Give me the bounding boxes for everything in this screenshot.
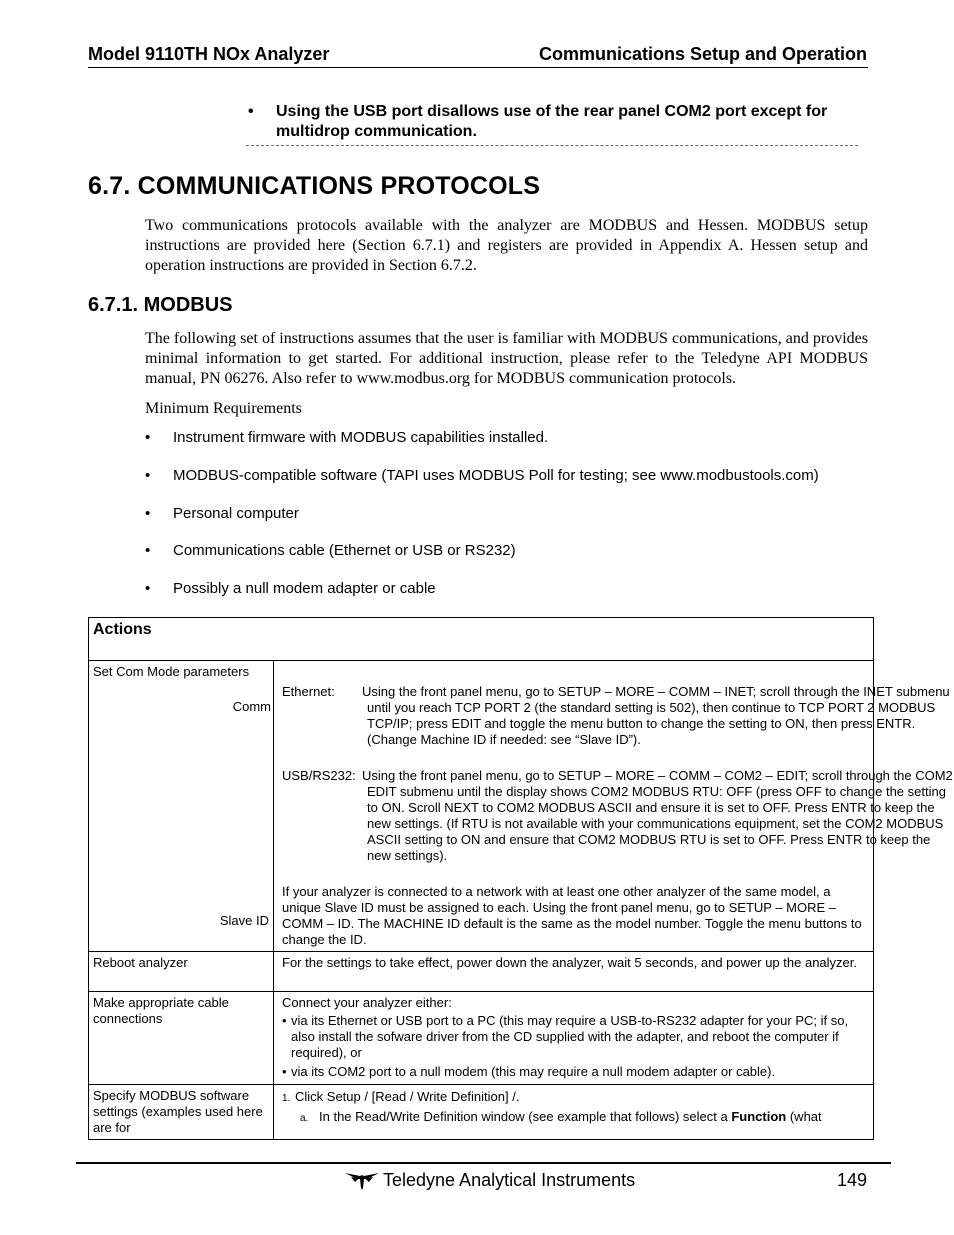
footer-rule bbox=[76, 1162, 891, 1164]
list-bullet: • bbox=[282, 1013, 287, 1028]
ethernet-instructions bbox=[282, 684, 953, 748]
step-text: Click Setup / [Read / Write Definition] /. bbox=[295, 1089, 520, 1104]
usb-rs232-instructions bbox=[282, 768, 953, 864]
list-bullet: • bbox=[145, 580, 151, 597]
row-cable-content bbox=[282, 995, 868, 1080]
usb-note bbox=[248, 102, 848, 142]
list-bullet: • bbox=[145, 429, 151, 446]
step-item bbox=[282, 1089, 868, 1105]
table-rule bbox=[89, 991, 873, 992]
usb-rs232-label: USB/RS232: bbox=[282, 768, 356, 783]
actions-table bbox=[88, 617, 953, 1140]
row-slave-id-label: Slave ID bbox=[219, 913, 269, 928]
row-cable-label: Make appropriate cable connections bbox=[93, 995, 229, 1026]
header-model-title: Model 9110TH NOx Analyzer bbox=[88, 44, 330, 64]
cable-option-text: via its Ethernet or USB port to a PC (this may require a USB-to-RS232 adapter for your PC; if so, also install the sofware driver from the CD supplied with the adapter, and reboot the computer if required), or bbox=[291, 1013, 849, 1060]
substep-text-bold: Function bbox=[731, 1109, 787, 1124]
ethernet-text: Using the front panel menu, go to SETUP – MORE – COMM – INET; scroll through the INET submenu until you reach TCP PORT 2 (the standard setting is 502), then continue to TCP PORT 2 MODBUS TCP/IP; press EDIT and toggle the menu button to change the setting to ON, then press ENTR. (Change Machine ID if needed: see “Slave ID”). bbox=[362, 684, 950, 747]
row-software-content bbox=[282, 1089, 868, 1125]
row-reboot-label: Reboot analyzer bbox=[93, 955, 188, 970]
requirement-text: Personal computer bbox=[173, 505, 299, 522]
subsection-heading: 6.7.1. MODBUS bbox=[88, 294, 233, 316]
note-text: Using the USB port disallows use of the rear panel COM2 port except for multidrop communication. bbox=[276, 103, 828, 140]
substep-text-pre: In the Read/Write Definition window (see example that follows) select a bbox=[319, 1109, 732, 1124]
section-paragraph: Two communications protocols available with the analyzer are MODBUS and Hessen. MODBUS setup instructions are provided here (Section 6.7.1) and registers are provided in Appendix A. Hessen setup and operation instructions are provided in Section 6.7.2. bbox=[145, 217, 868, 274]
page-number: 149 bbox=[836, 1170, 867, 1190]
table-rule bbox=[89, 660, 873, 661]
ethernet-label: Ethernet: bbox=[282, 684, 335, 699]
table-header-actions: Actions bbox=[93, 621, 152, 638]
note-divider bbox=[246, 145, 858, 146]
subsection-paragraph: The following set of instructions assumes that the user is familiar with MODBUS communications, and provides minimal information to get started. For additional instruction, please refer to the Teledyne API MODBUS manual, PN 06276. Also refer to www.modbus.org for MODBUS communication protocols. bbox=[145, 330, 868, 387]
row-reboot-text: For the settings to take effect, power down the analyzer, wait 5 seconds, and power up the analyzer. bbox=[282, 955, 857, 970]
row-set-com-mode-label: Set Com Mode parameters bbox=[93, 664, 250, 679]
substep-text-post: (what bbox=[786, 1109, 822, 1124]
list-bullet: • bbox=[145, 505, 151, 522]
list-bullet: • bbox=[145, 467, 151, 484]
list-item bbox=[282, 1013, 868, 1061]
footer-company: Teledyne Analytical Instruments bbox=[383, 1170, 636, 1190]
list-item bbox=[282, 1064, 868, 1080]
substep-item bbox=[282, 1109, 868, 1125]
table-rule bbox=[89, 951, 873, 952]
substep-number: a. bbox=[300, 1113, 309, 1124]
teledyne-logo-icon bbox=[345, 1170, 379, 1190]
step-number: 1. bbox=[282, 1093, 291, 1104]
cable-intro: Connect your analyzer either: bbox=[282, 995, 452, 1010]
table-rule bbox=[89, 1084, 873, 1085]
row-software-label: Specify MODBUS software settings (examples used here are for bbox=[93, 1088, 263, 1135]
header-chapter-title: Communications Setup and Operation bbox=[538, 44, 867, 64]
cable-option-text: via its COM2 port to a null modem (this may require a null modem adapter or cable). bbox=[291, 1064, 776, 1079]
min-requirements-label: Minimum Requirements bbox=[145, 400, 302, 417]
list-bullet: • bbox=[282, 1064, 287, 1079]
requirement-text: MODBUS-compatible software (TAPI uses MODBUS Poll for testing; see www.modbustools.com) bbox=[173, 467, 819, 484]
row-comm-label: Comm bbox=[232, 699, 271, 714]
section-heading: 6.7. COMMUNICATIONS PROTOCOLS bbox=[88, 172, 541, 200]
header-rule bbox=[88, 67, 868, 68]
slave-id-instructions: If your analyzer is connected to a network with at least one other analyzer of the same model, a unique Slave ID must be assigned to each. Using the front panel menu, go to SETUP – MORE – COMM – ID. The MACHINE ID default is the same as the model number. Toggle the menu buttons to change the ID. bbox=[282, 884, 862, 947]
requirement-text: Communications cable (Ethernet or USB or RS232) bbox=[173, 542, 516, 559]
list-bullet: • bbox=[145, 542, 151, 559]
usb-rs232-text: Using the front panel menu, go to SETUP – MORE – COMM – COM2 – EDIT; scroll through the COM2 EDIT submenu until the display shows COM2 MODBUS RTU: OFF (press OFF to change the setting to ON. Scroll NEXT to COM2 MODBUS ASCII and ensure it is set to OFF. Press ENTR to keep the new settings. (If RTU is not available with your communications equipment, set the COM2 MODBUS ASCII setting to ON and ensure that COM2 MODBUS RTU is set to OFF. Press ENTR to keep the new settings). bbox=[362, 768, 953, 863]
table-column-divider bbox=[273, 660, 274, 1139]
requirement-text: Instrument firmware with MODBUS capabilities installed. bbox=[173, 429, 549, 446]
note-bullet: • bbox=[248, 103, 254, 120]
requirement-text: Possibly a null modem adapter or cable bbox=[173, 580, 436, 597]
